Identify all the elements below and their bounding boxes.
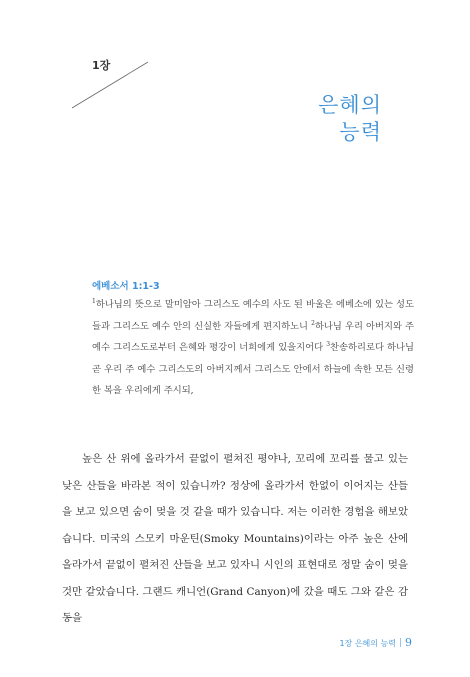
page-footer bbox=[339, 636, 412, 649]
verse-text-1: 하나님의 뜻으로 말미암아 그리스도 예수의 사도 된 바울은 에베소에 있는 성도들과 그리스도 예수 안의 신실한 자들에게 편지하노니 bbox=[92, 299, 414, 332]
scripture-passage bbox=[92, 294, 414, 402]
chapter-number: 1장 bbox=[92, 59, 111, 72]
scripture-reference: 에베소서 1:1-3 bbox=[92, 281, 160, 292]
chapter-title-line-1: 은혜의 bbox=[318, 93, 382, 117]
running-header: 1장 은혜의 능력 bbox=[339, 639, 396, 648]
chapter-title-line-2: 능력 bbox=[339, 120, 382, 144]
page-number: 9 bbox=[405, 636, 412, 649]
chapter-title bbox=[318, 92, 382, 146]
verse-number-1: 1 bbox=[92, 298, 96, 305]
verse-number-2: 2 bbox=[311, 319, 315, 327]
verse-number-3: 3 bbox=[326, 341, 331, 348]
body-paragraph: 높은 산 위에 올라가서 끝없이 펼쳐진 평야나, 꼬리에 꼬리를 물고 있는 낮은 산들을 바라본 적이 있습니까? 정상에 올라가서 한없이 이어지는 산들을 보고 있으면 숨이 멎을 것 같을 때가 있습니다. 저는 이러한 경험을 해보았습니다. 미국의 스모키 마운틴(Smoky Mountains)이라는 아주 높은 산에 올라가서 끝없이 펼쳐진 산들을 보고 있자니 시인의 표현대로 정말 숨이 멎을 것만 같았습니다. 그랜드 캐니언(Grand Canyon)에 갔을 때도 그와 같은 감동을 bbox=[62, 453, 408, 624]
verse-text-3: 찬송하리로다 하나님 곧 우리 주 예수 그리스도의 아버지께서 그리스도 안에서 하늘에 속한 모든 신령한 복을 우리에게 주시되, bbox=[92, 342, 414, 396]
verse-text-2: 하나님 우리 아버지와 주 예수 그리스도로부터 은혜와 평강이 너희에게 있을지어다 bbox=[92, 320, 414, 353]
footer-separator bbox=[400, 638, 401, 647]
